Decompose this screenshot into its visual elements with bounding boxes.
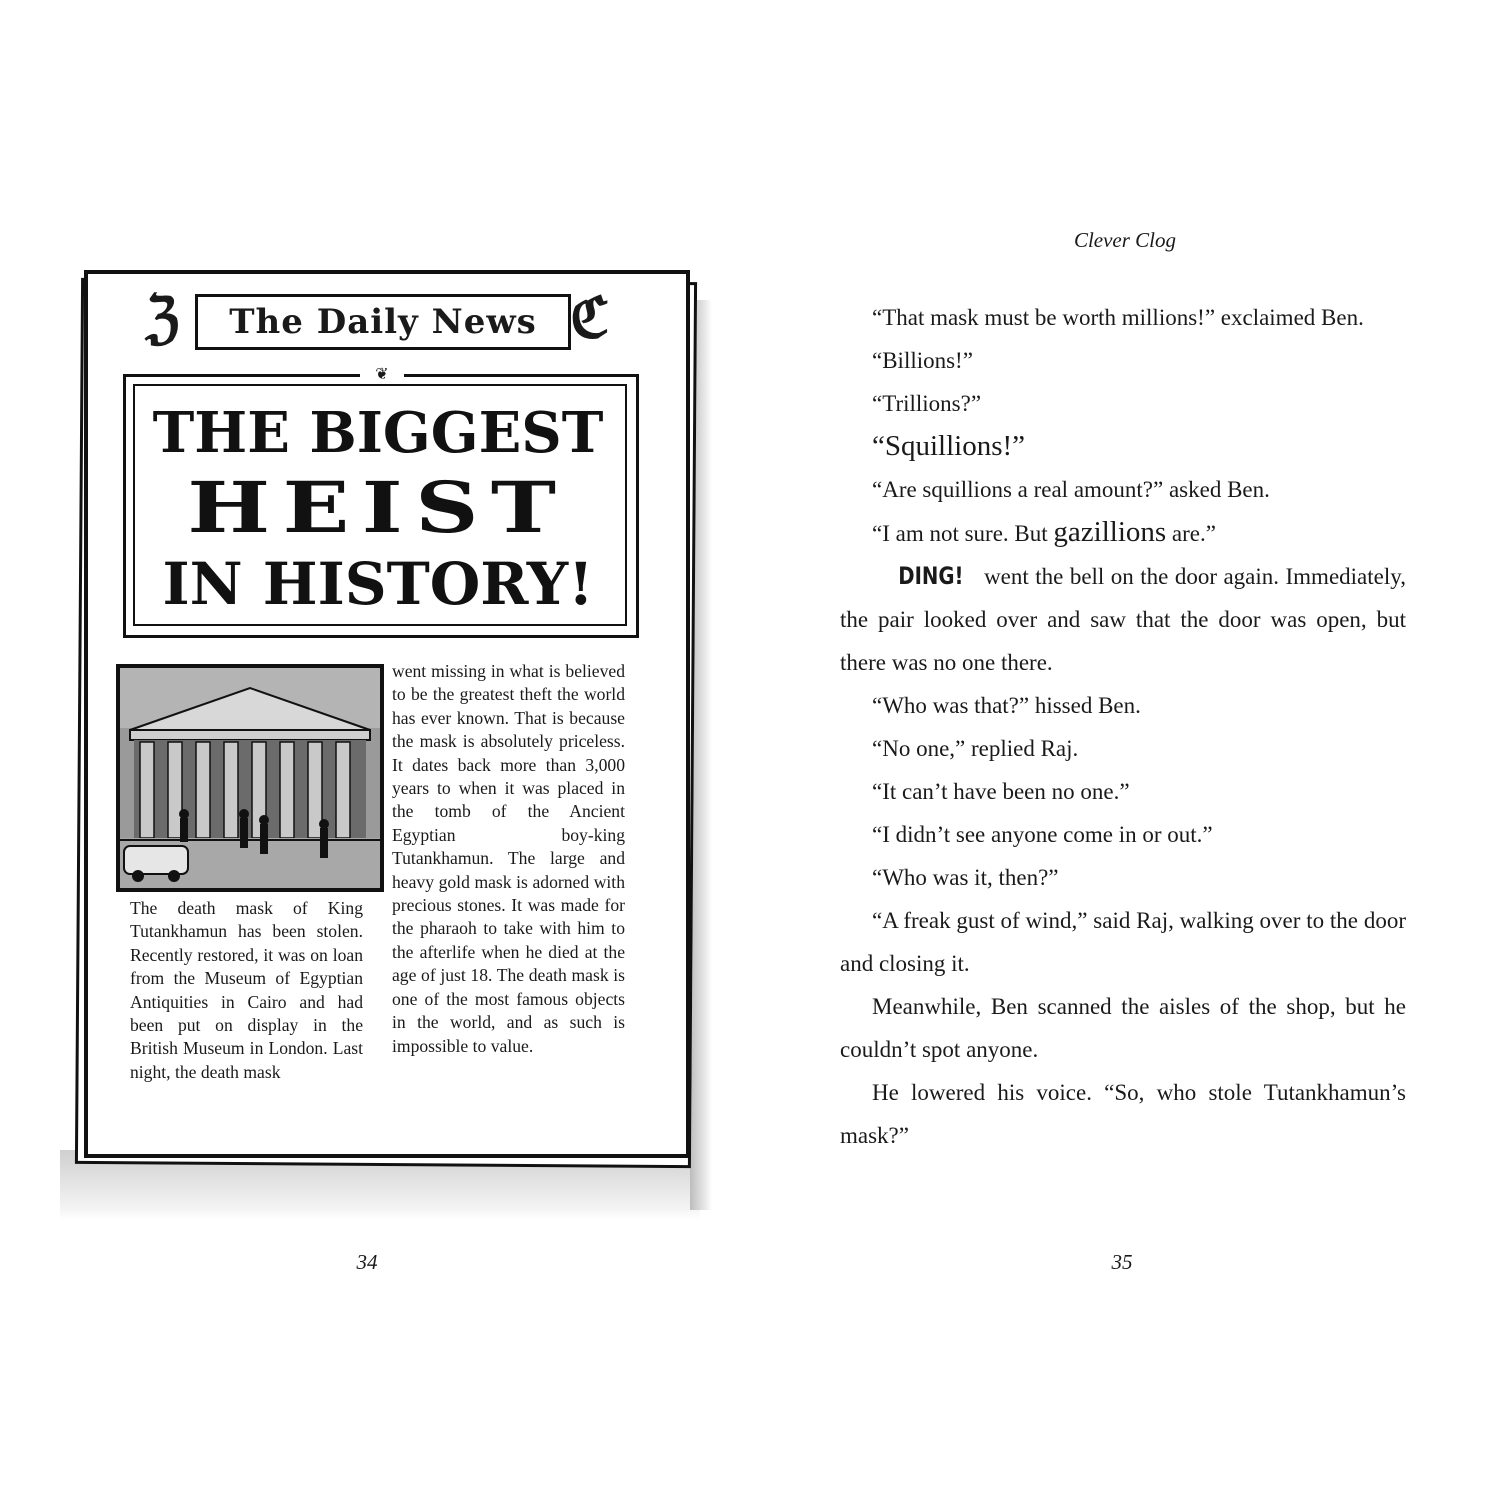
headline-line-2: HEIST xyxy=(187,466,569,549)
headline-ornament-icon: ❦ xyxy=(360,366,404,384)
paragraph-text: “I am not sure. But xyxy=(872,521,1054,546)
headline-line-3: IN HISTORY! xyxy=(162,550,594,618)
article-text-left: The death mask of King Tutankhamun has been stolen. Recently restored, it was on loan from the Museum of Egyptian Antiquities in Cairo and had been put on display in the British Museum in London. Last night, the death mask xyxy=(130,898,363,1082)
running-head: Clever Clog xyxy=(1073,228,1177,252)
museum-building-illustration-icon xyxy=(120,668,380,888)
headline-line-1: THE BIGGEST xyxy=(152,400,604,466)
paragraph: “Trillions?” xyxy=(872,391,982,416)
paragraph: “Billions!” xyxy=(872,348,973,373)
paragraph: “Are squillions a real amount?” asked Ben. xyxy=(872,477,1270,502)
page-number-left: 34 xyxy=(356,1250,378,1274)
story-body xyxy=(840,296,1406,1157)
article-column-left xyxy=(130,897,363,1084)
paragraph xyxy=(840,511,1406,555)
article-text-right: went missing in what is believed to be the greatest theft the world has ever known. That is because the mask is absolutely priceless. It dates back more than 3,000 years to when it was placed in the tomb of the Ancient Egyptian boy-king Tutankhamun. The large and heavy gold mask is adorned with precious stones. It was made for the pharaoh to take with him to the afterlife when he died at the age of just 18. The death mask is one of the most famous objects in the world, and as such is impossible to value. xyxy=(392,661,625,1056)
museum-photo xyxy=(116,664,384,892)
paragraph: “It can’t have been no one.” xyxy=(872,779,1130,804)
article-column-right xyxy=(392,660,625,1058)
paragraph-text: went the bell on the door again. Immediately, the pair looked over and saw that the door was open, but there was no one there. xyxy=(840,564,1406,675)
paragraph: “Who was that?” hissed Ben. xyxy=(872,693,1141,718)
newspaper-masthead xyxy=(115,285,615,358)
ding-sound-effect: DING! xyxy=(898,562,964,590)
masthead-banner xyxy=(195,294,571,350)
paragraph-emphasis: “Squillions!” xyxy=(872,430,1026,462)
paragraph: “Who was it, then?” xyxy=(872,865,1059,890)
paragraph: “A freak gust of wind,” said Raj, walking over to the door and closing it. xyxy=(840,908,1406,976)
emphasis-word: gazillions xyxy=(1053,516,1167,548)
paragraph: He lowered his voice. “So, who stole Tutankhamun’s mask?” xyxy=(840,1080,1406,1148)
paragraph-text: are.” xyxy=(1166,521,1216,546)
paragraph: “No one,” replied Raj. xyxy=(872,736,1079,761)
masthead-title: The Daily News xyxy=(229,302,537,342)
paragraph: Meanwhile, Ben scanned the aisles of the shop, but he couldn’t spot anyone. xyxy=(840,994,1406,1062)
paragraph xyxy=(840,555,1406,684)
page-number-right: 35 xyxy=(1111,1250,1133,1274)
paragraph: “I didn’t see anyone come in or out.” xyxy=(872,822,1213,847)
right-flourish-icon: ℭ xyxy=(570,285,610,351)
left-flourish-icon: ℨ xyxy=(145,285,180,351)
paragraph: “That mask must be worth millions!” exclaimed Ben. xyxy=(872,305,1364,330)
